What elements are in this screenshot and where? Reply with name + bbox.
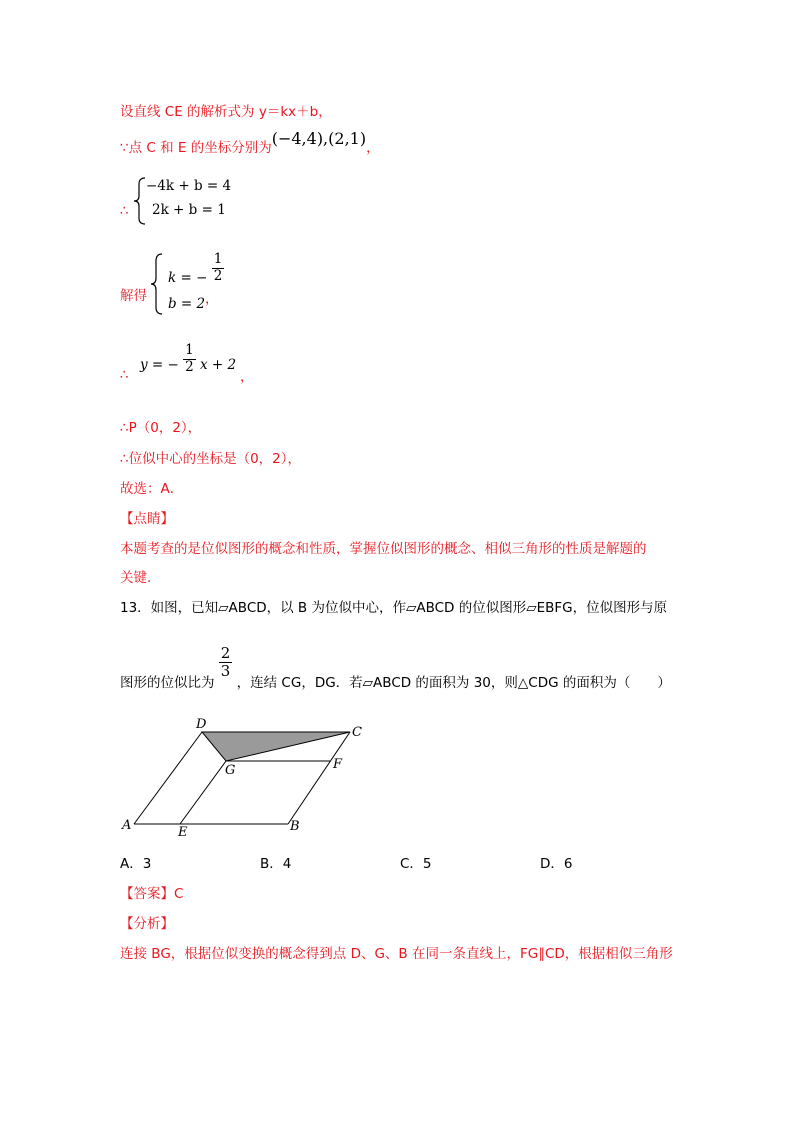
label-b: B bbox=[290, 819, 300, 834]
analysis-label: 【分析】 bbox=[120, 916, 174, 932]
therefore-symbol-2: ∴ bbox=[120, 367, 129, 383]
ratio-den: 3 bbox=[220, 662, 231, 681]
y-fraction bbox=[183, 343, 196, 375]
question-line-2-rest: ，连结 CG，DG．若▱ABCD 的面积为 30，则△CDG 的面积为（ ） bbox=[236, 674, 671, 691]
k-lhs: k = − bbox=[168, 269, 208, 286]
solution-line-2 bbox=[120, 129, 380, 156]
line-choice: 故选：A． bbox=[120, 481, 184, 497]
label-f: F bbox=[333, 757, 343, 772]
line-center: ∴位似中心的坐标是（0，2）， bbox=[120, 451, 302, 467]
segment-bc bbox=[288, 732, 350, 824]
equation-comma: ， bbox=[240, 369, 254, 385]
dianjing-text-2: 关键. bbox=[120, 570, 152, 586]
brace-icon bbox=[133, 176, 147, 226]
y-rhs: x + 2 bbox=[200, 356, 237, 373]
option-d: D．6 bbox=[540, 856, 573, 872]
line-p: ∴P（0，2）， bbox=[120, 420, 202, 436]
option-b: B．4 bbox=[260, 856, 292, 872]
segment-eg bbox=[180, 761, 226, 824]
shaded-triangle-cdg bbox=[202, 732, 350, 761]
analysis-text: 连接 BG，根据位似变换的概念得到点 D、G、B 在同一条直线上，FG∥CD，根据相似三角形 bbox=[120, 946, 673, 962]
segment-ad bbox=[134, 732, 202, 824]
frac-den: 2 bbox=[213, 267, 223, 284]
coords-values: (−4,4),(2,1) bbox=[271, 129, 367, 148]
ratio-num: 2 bbox=[220, 644, 231, 662]
dianjing-label: 【点睛】 bbox=[120, 511, 174, 527]
label-e: E bbox=[178, 825, 188, 840]
b-solution: b = 2 bbox=[168, 296, 206, 312]
question-line-1: 13．如图，已知▱ABCD，以 B 为位似中心，作▱ABCD 的位似图形▱EBFG，位似图形与原 bbox=[120, 600, 668, 616]
eq-line-2: 2k + b = 1 bbox=[152, 202, 226, 218]
option-c: C．5 bbox=[400, 856, 432, 872]
answer-label: 【答案】C bbox=[120, 886, 184, 902]
solve-comma: ， bbox=[205, 291, 219, 307]
k-fraction bbox=[212, 252, 225, 284]
label-c: C bbox=[352, 725, 362, 740]
frac-num: 1 bbox=[185, 342, 194, 358]
line-equation bbox=[140, 343, 236, 375]
frac-num: 1 bbox=[213, 251, 223, 267]
brace-icon bbox=[150, 252, 164, 316]
coords-label: ∵点 C 和 E 的坐标分别为 bbox=[120, 140, 272, 156]
parallelogram-figure bbox=[118, 712, 378, 840]
eq-line-1: −4k + b = 4 bbox=[146, 178, 232, 194]
question-ratio-label: 图形的位似比为 bbox=[120, 674, 215, 691]
frac-den: 2 bbox=[185, 358, 194, 375]
label-g: G bbox=[225, 763, 236, 778]
coords-end: ， bbox=[366, 140, 380, 156]
solve-label: 解得 bbox=[120, 288, 147, 304]
y-lhs: y = − bbox=[140, 356, 179, 373]
therefore-symbol-1: ∴ bbox=[120, 203, 129, 219]
dianjing-text-1: 本题考查的是位似图形的概念和性质，掌握位似图形的概念、相似三角形的性质是解题的 bbox=[120, 541, 647, 557]
ratio-fraction bbox=[219, 645, 233, 681]
solution-line-1: 设直线 CE 的解析式为 y＝kx＋b， bbox=[120, 104, 332, 120]
label-d: D bbox=[196, 717, 207, 732]
question-line-2 bbox=[120, 644, 671, 691]
option-a: A．3 bbox=[120, 856, 152, 872]
k-solution bbox=[168, 252, 224, 284]
label-a: A bbox=[122, 818, 132, 833]
